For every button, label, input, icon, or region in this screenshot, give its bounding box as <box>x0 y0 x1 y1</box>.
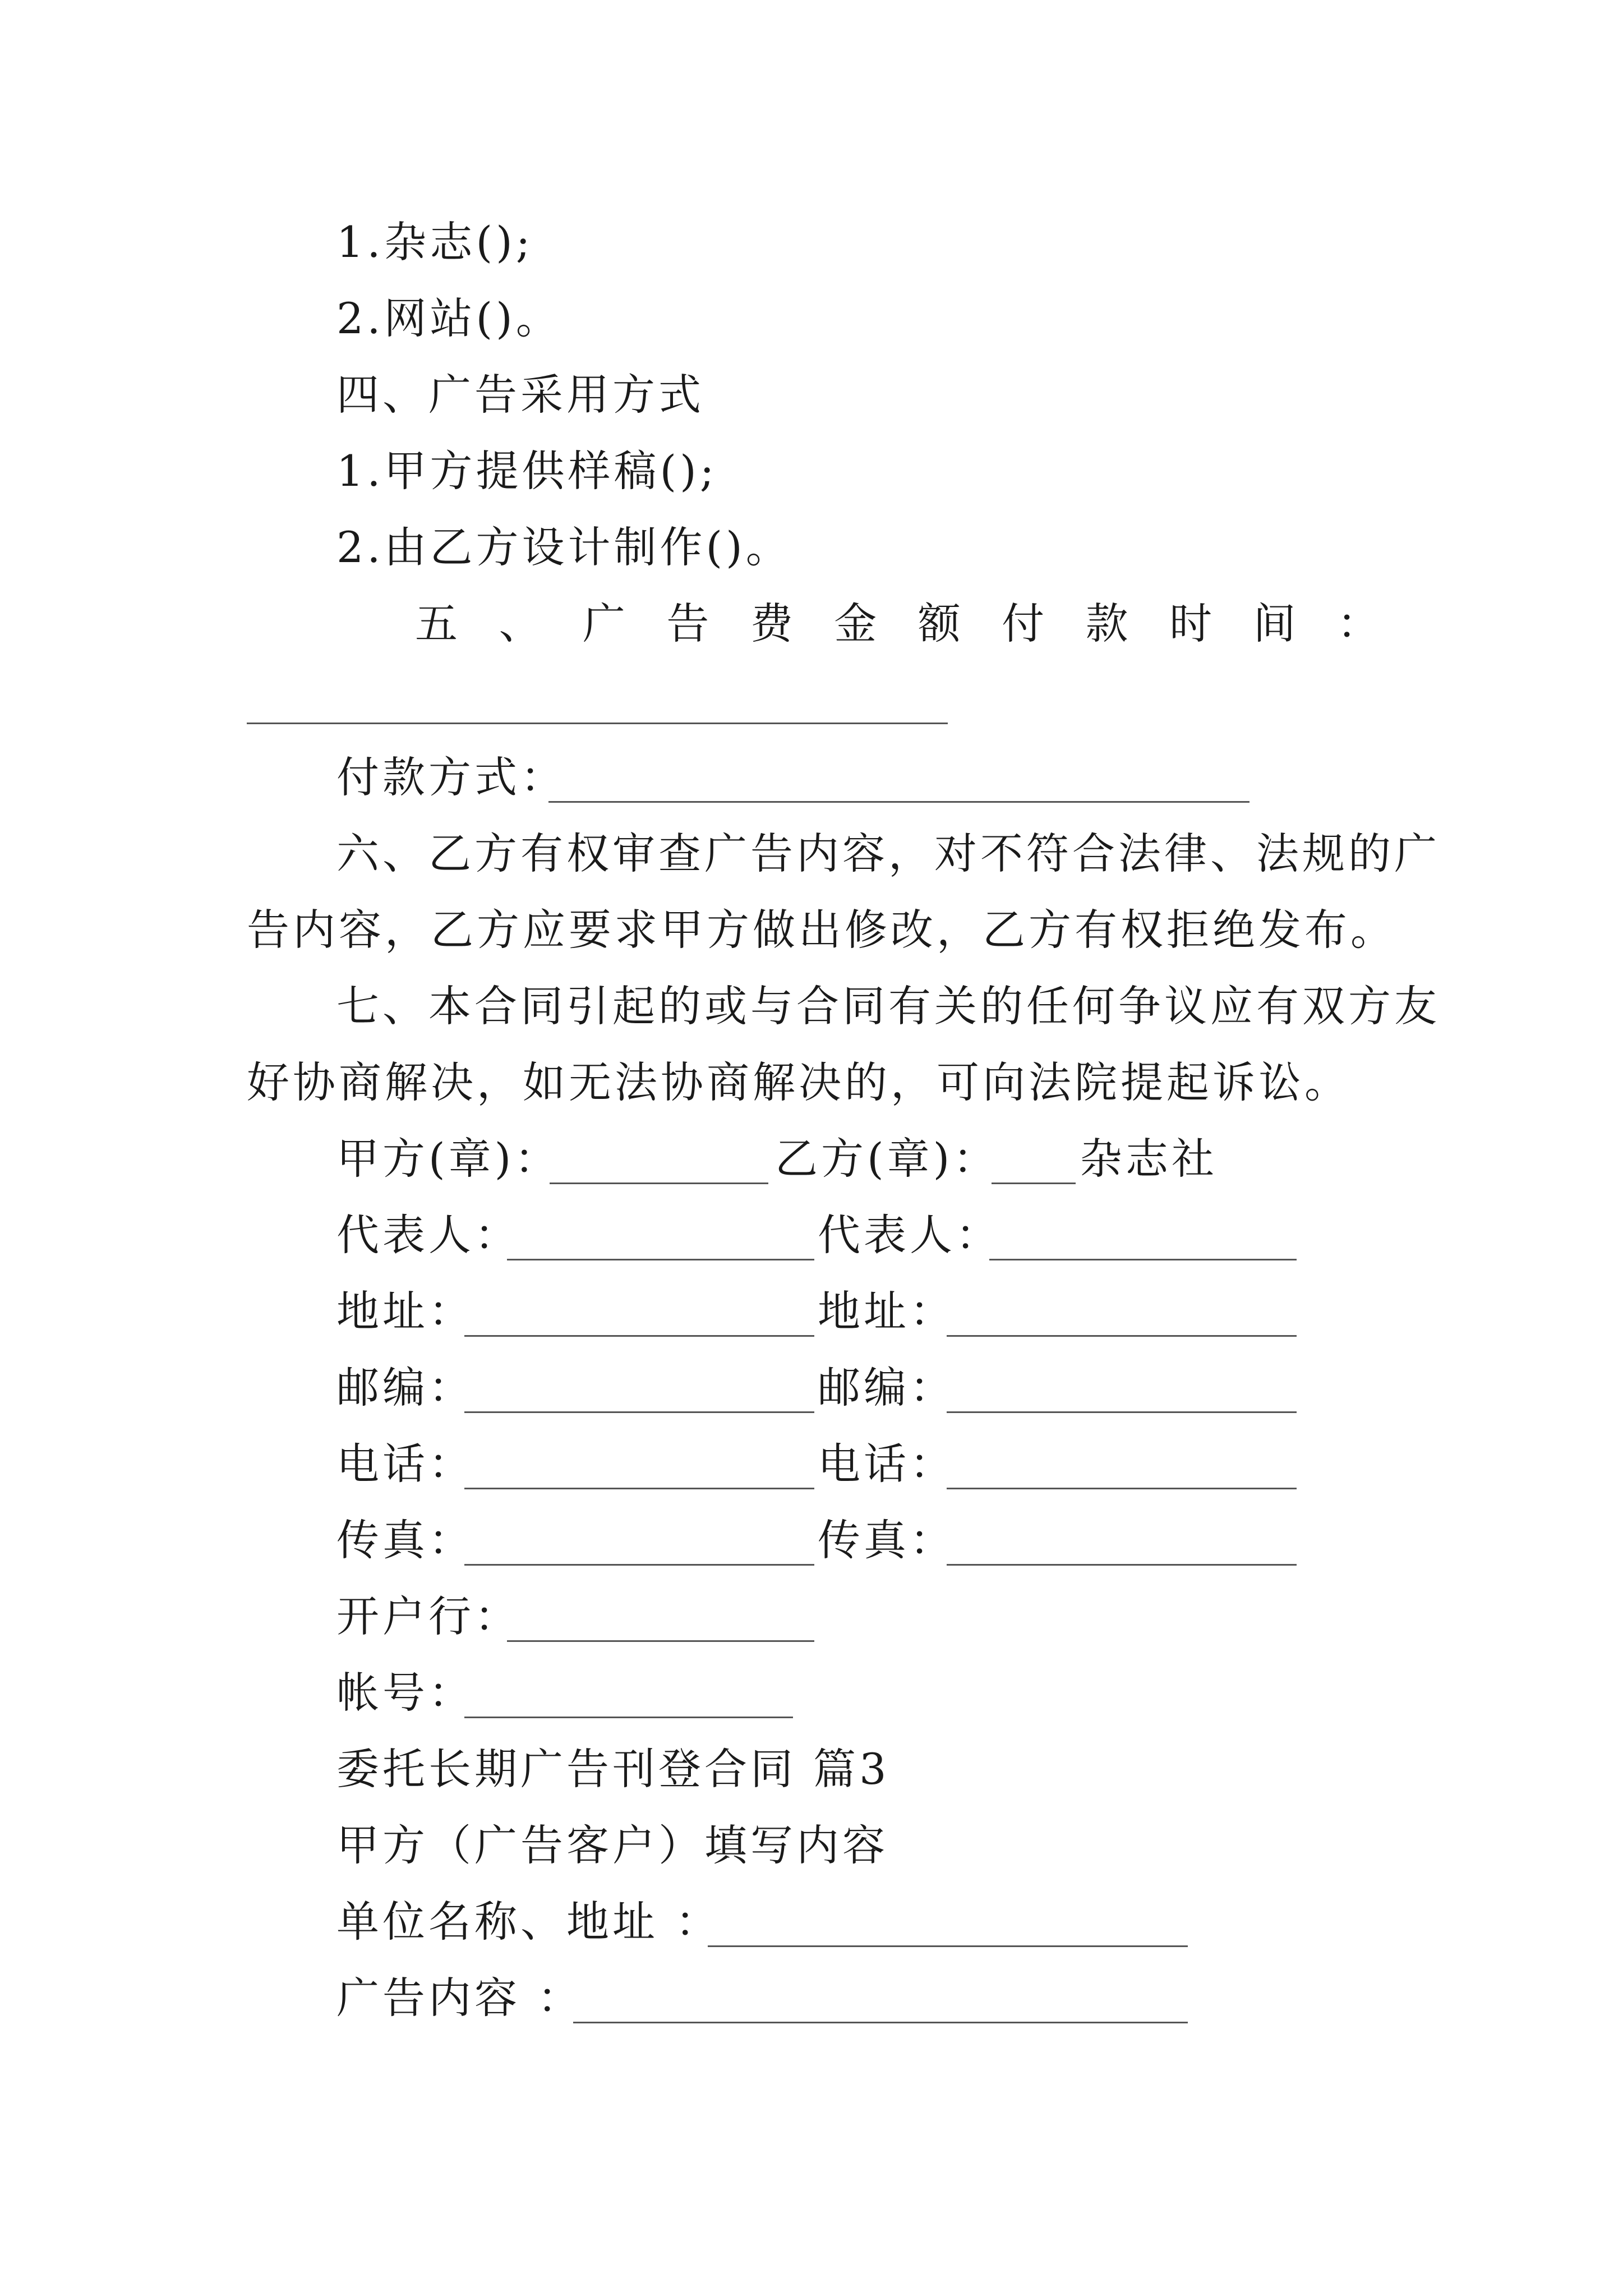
zip-b-label: 邮编： <box>818 1363 956 1412</box>
section-7-line-1: 七、本合同引起的或与合同有关的任何争议应有双方友 <box>336 981 1440 1031</box>
item-sample-provided: 1.甲方提供样稿(); <box>336 446 718 496</box>
item-designed-by-b: 2.由乙方设计制作()。 <box>336 522 792 572</box>
zip-a-blank[interactable] <box>464 1411 814 1413</box>
account-label: 帐号： <box>336 1668 474 1718</box>
rep-b-blank[interactable] <box>989 1259 1297 1260</box>
section-7-line-2: 好协商解决，如无法协商解决的，可向法院提起诉讼。 <box>247 1057 1350 1107</box>
party-a-seal-blank[interactable] <box>550 1182 768 1184</box>
heading-char: 付 <box>1002 599 1045 648</box>
bank-label: 开户行： <box>336 1591 520 1641</box>
zip-a-label: 邮编： <box>336 1363 474 1412</box>
addr-a-blank[interactable] <box>464 1335 814 1337</box>
party-b-name: 杂志社 <box>1080 1134 1218 1184</box>
party-a-seal-label: 甲方(章)： <box>336 1134 561 1184</box>
ad-content-blank[interactable] <box>573 2022 1188 2023</box>
bank-blank[interactable] <box>507 1640 814 1642</box>
addr-b-label: 地址： <box>818 1286 956 1336</box>
rep-a-blank[interactable] <box>507 1259 814 1260</box>
heading-char: 、 <box>499 599 542 648</box>
fax-b-label: 传真： <box>818 1515 956 1565</box>
item-magazine: 1.杂志(); <box>336 217 534 267</box>
rep-a-label: 代表人： <box>336 1210 520 1260</box>
heading-char: 时 <box>1169 599 1212 648</box>
heading-char: ： <box>1336 599 1380 648</box>
fax-b-blank[interactable] <box>947 1564 1297 1566</box>
tel-b-blank[interactable] <box>947 1488 1297 1489</box>
tel-a-label: 电话： <box>336 1439 474 1489</box>
heading-char: 间 <box>1253 599 1296 648</box>
client-fill-heading: 甲方（广告客户）填写内容 <box>336 1820 888 1870</box>
heading-char: 五 <box>415 599 458 648</box>
section-6-line-2: 告内容，乙方应要求甲方做出修改，乙方有权拒绝发布。 <box>247 905 1396 955</box>
party-b-seal-label: 乙方(章)： <box>775 1134 999 1184</box>
section-6-line-1: 六、乙方有权审查广告内容，对不符合法律、法规的广 <box>336 829 1440 878</box>
section-title-part-3: 委托长期广告刊登合同 篇3 <box>336 1744 890 1794</box>
rep-b-label: 代表人： <box>818 1210 1002 1260</box>
ad-content-label: 广告内容 ： <box>336 1973 584 2023</box>
payment-method-label: 付款方式： <box>336 752 566 802</box>
addr-b-blank[interactable] <box>947 1335 1297 1337</box>
heading-char: 款 <box>1085 599 1128 648</box>
unit-name-blank[interactable] <box>708 1945 1188 1947</box>
tel-a-blank[interactable] <box>464 1488 814 1489</box>
section-5-heading <box>415 596 1380 652</box>
payment-time-blank[interactable] <box>247 723 948 724</box>
payment-method-blank[interactable] <box>548 801 1249 803</box>
item-website: 2.网站()。 <box>336 293 562 343</box>
section-4-heading: 四、广告采用方式 <box>336 370 704 420</box>
tel-b-label: 电话： <box>818 1439 956 1489</box>
zip-b-blank[interactable] <box>947 1411 1297 1413</box>
addr-a-label: 地址： <box>336 1286 474 1336</box>
heading-char: 额 <box>917 599 961 648</box>
fax-a-blank[interactable] <box>464 1564 814 1566</box>
heading-char: 广 <box>582 599 625 648</box>
unit-name-label: 单位名称、地址 ： <box>336 1897 722 1947</box>
heading-char: 金 <box>834 599 877 648</box>
account-blank[interactable] <box>464 1717 793 1718</box>
party-b-seal-blank[interactable] <box>992 1182 1076 1184</box>
heading-char: 告 <box>666 599 709 648</box>
fax-a-label: 传真： <box>336 1515 474 1565</box>
heading-char: 费 <box>750 599 793 648</box>
